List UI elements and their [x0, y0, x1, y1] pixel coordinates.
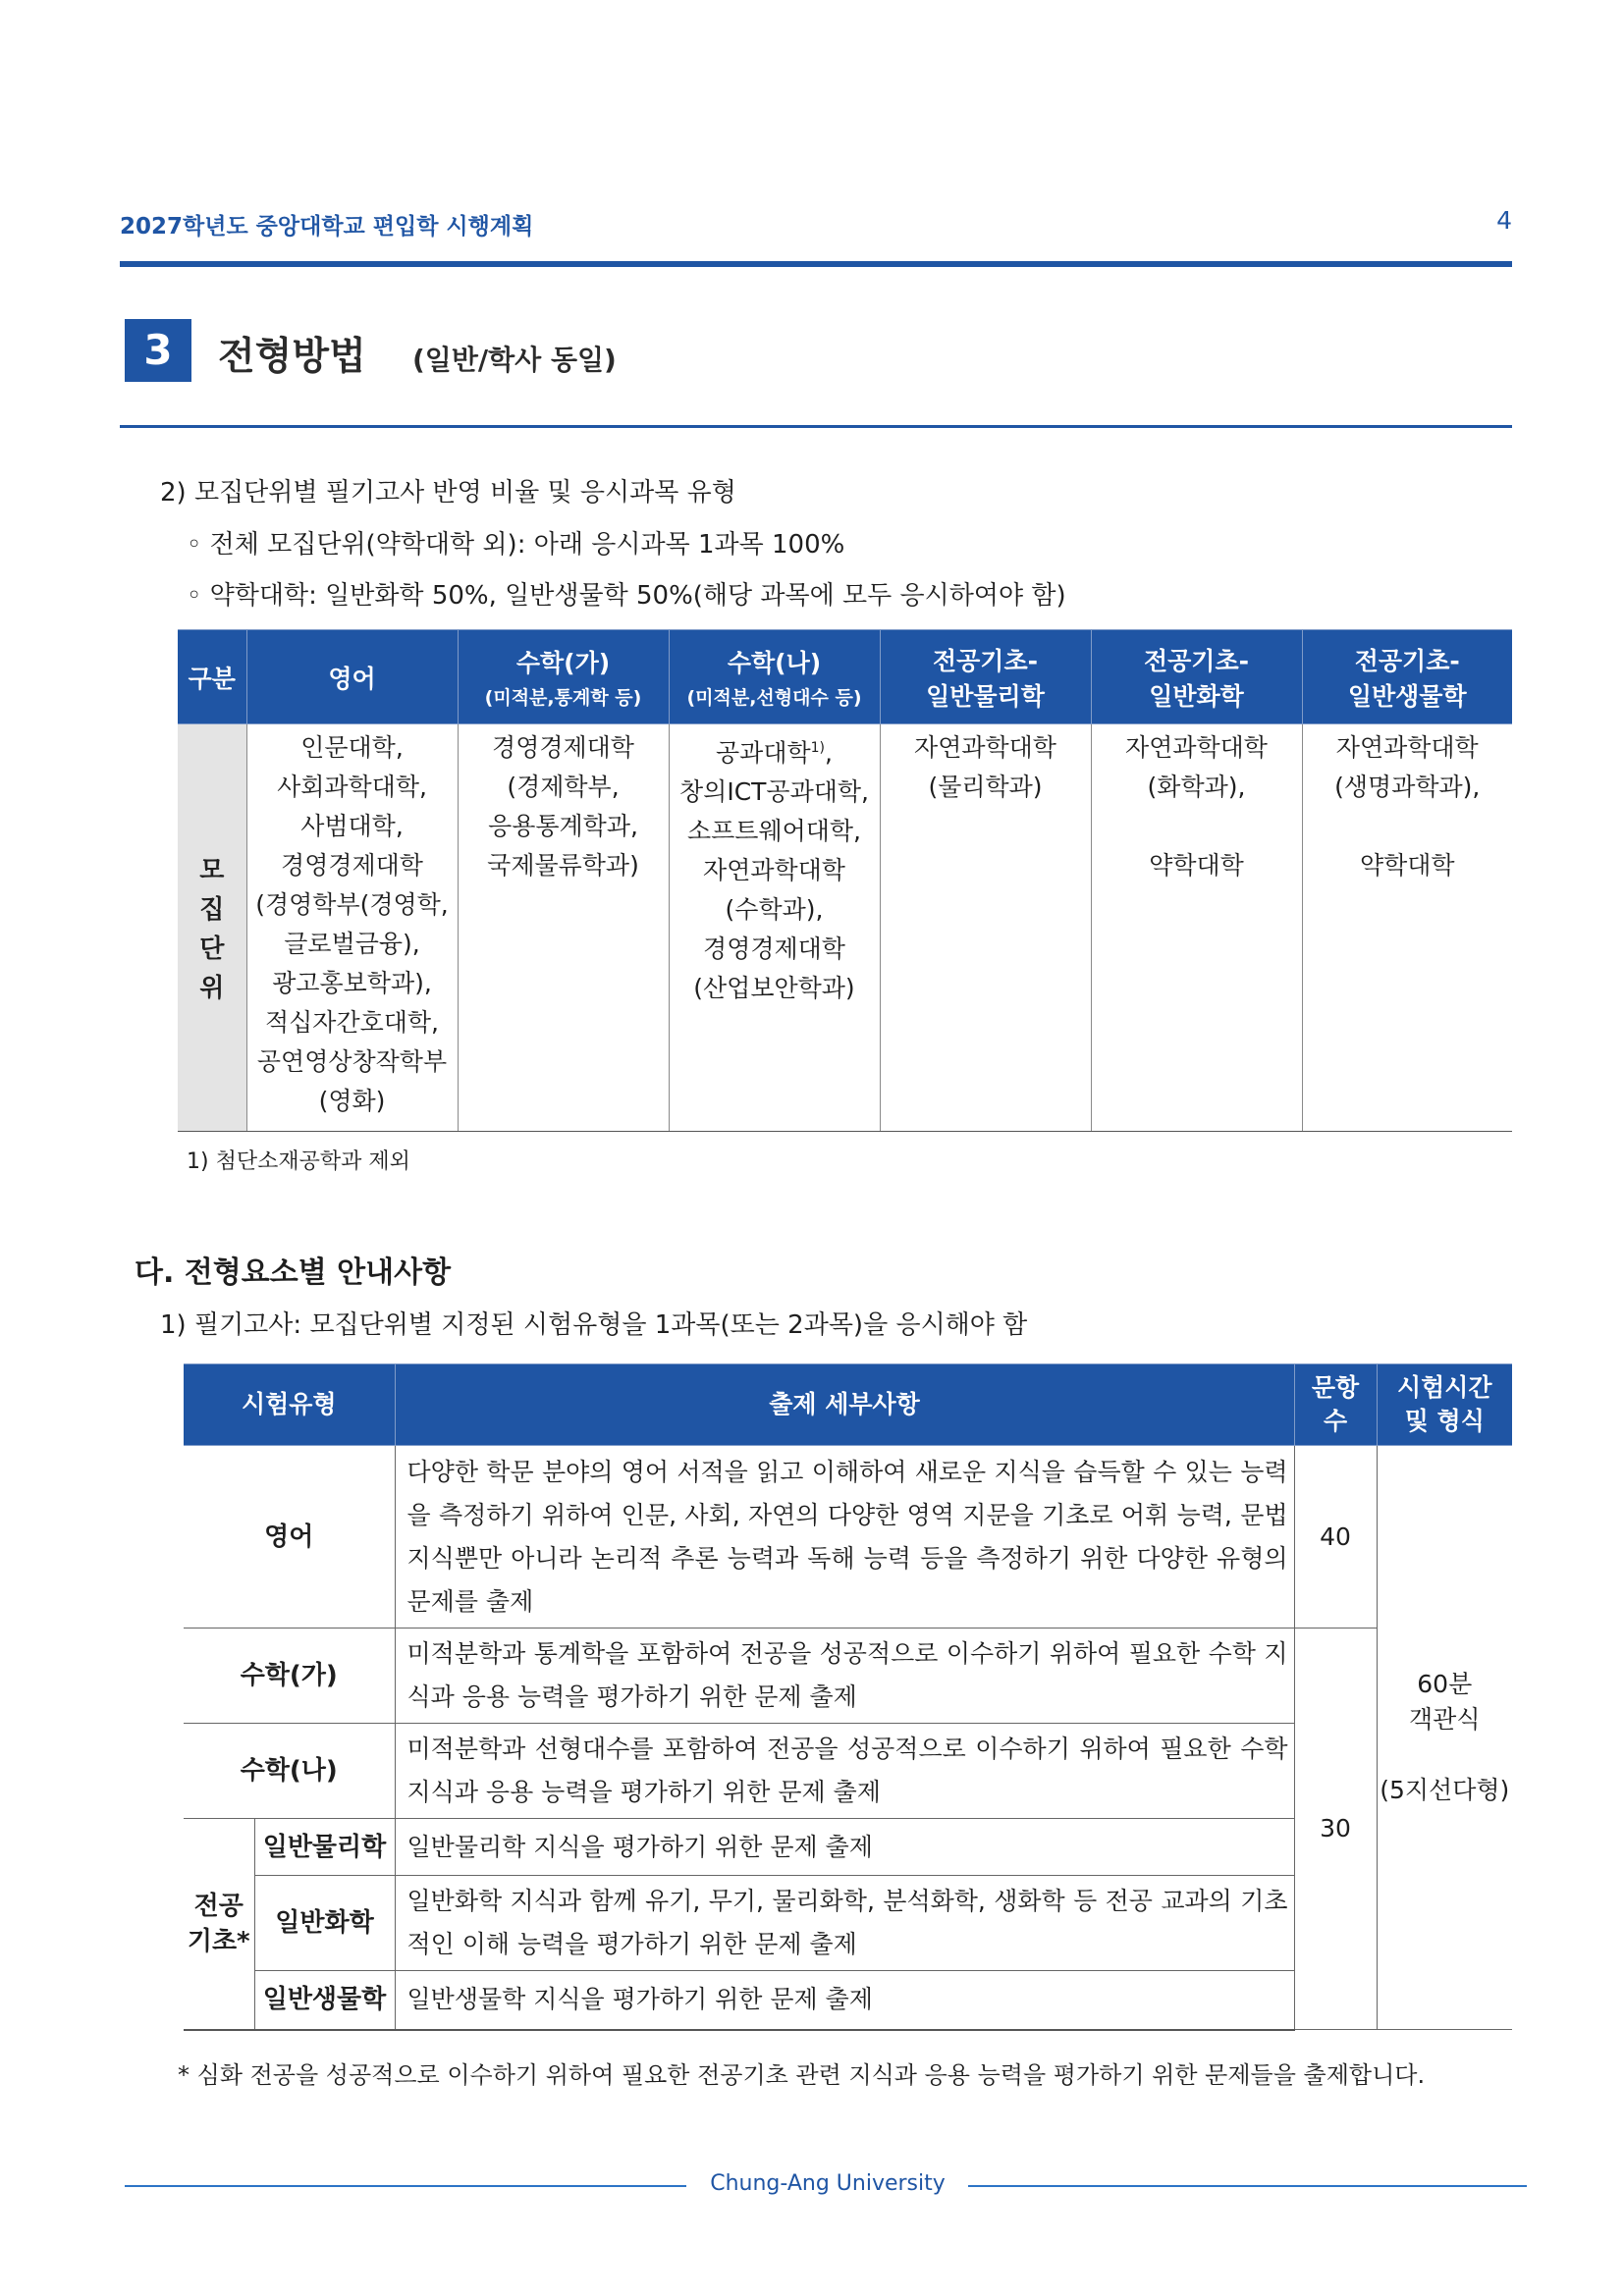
table2-desc-math-na: 미적분학과 선형대수를 포함하여 전공을 성공적으로 이수하기 위하여 필요한 수학 지식과 응용 능력을 평가하기 위한 문제 출제 — [395, 1724, 1294, 1819]
table1-header-chemistry: 전공기초- 일반화학 — [1091, 630, 1302, 724]
table2-label-physics: 일반물리학 — [254, 1819, 395, 1876]
section-rule — [120, 425, 1512, 428]
table1-cell-english: 인문대학, 사회과학대학, 사범대학, 경영경제대학 (경영학부(경영학, 글로벌금융), 광고홍보학과), 적십자간호대학, 공연영상창작학부 (영화) — [246, 724, 458, 1132]
table1-header-row — [178, 630, 1512, 724]
table2-label-biology: 일반생물학 — [254, 1971, 395, 2030]
table1-header-english: 영어 — [246, 630, 458, 724]
document-header-title: 2027학년도 중앙대학교 편입학 시행계획 — [120, 214, 534, 240]
table2-count-others: 30 — [1294, 1629, 1377, 2030]
footer-rule-right — [968, 2185, 1527, 2187]
table1-header-math-ga: 수학(가) (미적분,통계학 등) — [458, 630, 669, 724]
table1-cell-chemistry: 자연과학대학 (화학과), 약학대학 — [1091, 724, 1302, 1132]
table1-cell-math-ga: 경영경제대학 (경제학부, 응용통계학과, 국제물류학과) — [458, 724, 669, 1132]
table1-cell-biology: 자연과학대학 (생명과학과), 약학대학 — [1302, 724, 1512, 1132]
table1-body-row — [178, 724, 1512, 1132]
table2-header-detail: 출제 세부사항 — [395, 1364, 1294, 1446]
table1-header-gubun: 구분 — [178, 630, 246, 724]
page-number: 4 — [1496, 206, 1512, 235]
header-rule — [120, 261, 1512, 267]
table2-group-label: 전공 기초* — [184, 1819, 254, 2030]
part2-bullet-2: ◦ 약학대학: 일반화학 50%, 일반생물학 50%(해당 과목에 모두 응시하여야 함) — [187, 581, 1066, 611]
table2-footnote: * 심화 전공을 성공적으로 이수하기 위하여 필요한 전공기초 관련 지식과 응용 능력을 평가하기 위한 문제들을 출제합니다. — [178, 2061, 1426, 2089]
table2-count-english: 40 — [1294, 1446, 1377, 1629]
table2-time-format: 60분 객관식 (5지선다형) — [1377, 1446, 1512, 2030]
table1-header-physics: 전공기초- 일반물리학 — [880, 630, 1091, 724]
table2-header-count: 문항 수 — [1294, 1364, 1377, 1446]
table2-header-time: 시험시간 및 형식 — [1377, 1364, 1512, 1446]
part2-bullet-1: ◦ 전체 모집단위(약학대학 외): 아래 응시과목 1과목 100% — [187, 530, 845, 560]
table1-footnote: 1) 첨단소재공학과 제외 — [187, 1149, 410, 1174]
table2-label-english: 영어 — [184, 1446, 395, 1629]
table2-desc-english: 다양한 학문 분야의 영어 서적을 읽고 이해하여 새로운 지식을 습득할 수 있는 능력을 측정하기 위하여 인문, 사회, 자연의 다양한 영역 지문을 기초로 어휘 능력, 문법 지식뿐만 아니라 논리적 추론 능력과 독해 능력 등을 측정하기 위한 다양한 유형의 문제를 출제 — [395, 1446, 1294, 1629]
table2-desc-chemistry: 일반화학 지식과 함께 유기, 무기, 물리화학, 분석화학, 생화학 등 전공 교과의 기초적인 이해 능력을 평가하기 위한 문제 출제 — [395, 1876, 1294, 1971]
footer-rule-left — [125, 2185, 686, 2187]
table1-header-biology: 전공기초- 일반생물학 — [1302, 630, 1512, 724]
table2-label-math-ga: 수학(가) — [184, 1629, 395, 1724]
table1-cell-physics: 자연과학대학 (물리학과) — [880, 724, 1091, 1132]
table2-desc-physics: 일반물리학 지식을 평가하기 위한 문제 출제 — [395, 1819, 1294, 1876]
table2-header-row — [184, 1364, 1512, 1446]
table1-cell-math-na: 공과대학$^{1)}$, 창의ICT공과대학, 소프트웨어대학, 자연과학대학 (수학과), 경영경제대학 (산업보안학과) — [669, 724, 880, 1132]
part-da-sub: 1) 필기고사: 모집단위별 지정된 시험유형을 1과목(또는 2과목)을 응시해야 함 — [160, 1310, 1028, 1340]
table2-label-math-na: 수학(나) — [184, 1724, 395, 1819]
table1-row-label: 모 집 단 위 — [178, 724, 246, 1132]
table1-header-math-na: 수학(나) (미적분,선형대수 등) — [669, 630, 880, 724]
table2-desc-biology: 일반생물학 지식을 평가하기 위한 문제 출제 — [395, 1971, 1294, 2030]
part-da-heading: 다. 전형요소별 안내사항 — [135, 1255, 452, 1290]
section-number-badge: 3 — [125, 319, 191, 382]
section-title: 전형방법 — [218, 335, 366, 379]
table2-label-chemistry: 일반화학 — [254, 1876, 395, 1971]
table2-header-type: 시험유형 — [184, 1364, 395, 1446]
table2-row-english — [184, 1446, 1512, 1629]
part2-heading: 2) 모집단위별 필기고사 반영 비율 및 응시과목 유형 — [160, 478, 736, 507]
recruitment-unit-table — [178, 629, 1512, 1132]
table2-desc-math-ga: 미적분학과 통계학을 포함하여 전공을 성공적으로 이수하기 위하여 필요한 수학 지식과 응용 능력을 평가하기 위한 문제 출제 — [395, 1629, 1294, 1724]
footer-university-name: Chung-Ang University — [710, 2171, 946, 2196]
table2-row-math-ga — [184, 1629, 1512, 1724]
section-subtitle: (일반/학사 동일) — [412, 344, 617, 376]
exam-type-table — [184, 1363, 1512, 2031]
